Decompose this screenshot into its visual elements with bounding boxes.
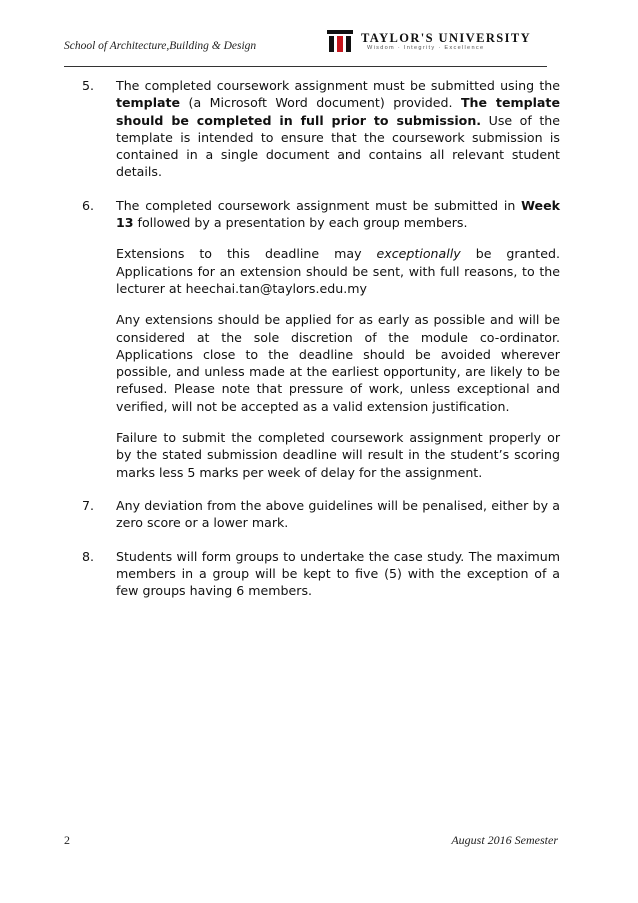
item-paragraph: The completed coursework assignment must be submitted using the template (a Microsoft Word document) provided. The template should be completed in full prior to submission. Use of the template is intended to ensure that the coursework submission is contained in a single document and contains all relevant student details. (116, 78, 560, 180)
page-number: 2 (64, 833, 70, 847)
item-number: 5. (82, 78, 95, 93)
item-number: 6. (82, 197, 95, 213)
list-item-5 (82, 77, 560, 181)
header-divider (64, 66, 547, 67)
extension-paragraph: Extensions to this deadline may exceptionally be granted. Applications for an extension should be sent, with full reasons, to the lecturer at heechai.tan@taylors.edu.my (116, 246, 560, 296)
item-number: 8. (82, 548, 95, 564)
university-name: TAYLOR'S UNIVERSITY (361, 31, 532, 45)
list-item-6 (82, 197, 560, 481)
university-tagline: Wisdom · Integrity · Excellence (367, 45, 485, 51)
taylors-crest-icon (327, 30, 353, 52)
university-logo (327, 30, 567, 54)
item-paragraph: Any deviation from the above guidelines will be penalised, either by a zero score or a lower mark. (116, 497, 560, 531)
item-number: 7. (82, 497, 95, 513)
extension-policy-paragraph: Any extensions should be applied for as early as possible and will be considered at the sole discretion of the module co-ordinator. Applications close to the deadline should be avoided wherever possible, and unless made at the earliest opportunity, are likely to be refused. Please note that pressure of work, unless exceptional and verified, will not be accepted as a valid extension justification. (116, 312, 560, 414)
document-body (82, 77, 560, 615)
list-item-7 (82, 497, 560, 532)
semester-label: August 2016 Semester (451, 833, 558, 847)
late-penalty-paragraph: Failure to submit the completed coursework assignment properly or by the stated submission deadline will result in the student’s scoring marks less 5 marks per week of delay for the assignment. (116, 430, 560, 480)
item-paragraph: Students will form groups to undertake the case study. The maximum members in a group will be kept to five (5) with the exception of a few groups having 6 members. (116, 548, 560, 599)
list-item-8 (82, 548, 560, 600)
item-paragraph: The completed coursework assignment must be submitted in Week 13 followed by a presentation by each group members. (116, 197, 560, 231)
school-name: School of Architecture,Building & Design (64, 40, 257, 52)
